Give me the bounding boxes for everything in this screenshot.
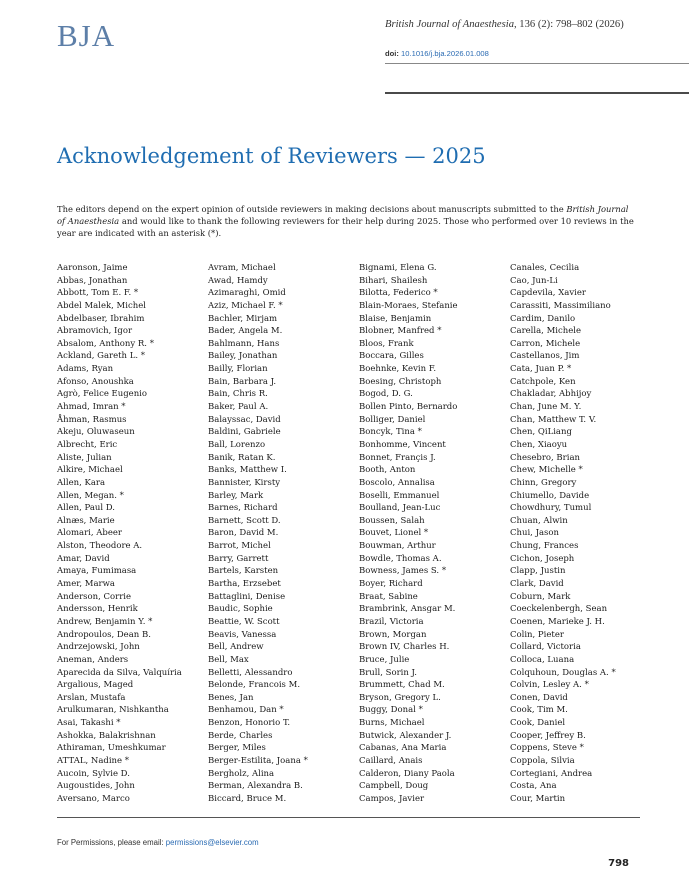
reviewer-name: Bowness, James S. * bbox=[359, 566, 447, 577]
reviewer-name: Benes, Jan bbox=[208, 692, 254, 703]
reviewer-name: Bouwman, Arthur bbox=[359, 541, 436, 552]
reviewer-name: Bain, Barbara J. bbox=[208, 376, 277, 387]
reviewer-name: Bloos, Frank bbox=[359, 338, 414, 349]
reviewer-name: Ball, Lorenzo bbox=[208, 439, 266, 450]
intro-text-end: and would like to thank the following reviewers for their help during 2025. Those who performed over 10 reviews in the year are indicated with an asterisk (*). bbox=[57, 216, 634, 238]
reviewer-name: Calderon, Diany Paola bbox=[359, 768, 455, 779]
reviewer-name: Clark, David bbox=[510, 579, 564, 590]
reviewer-name: Butwick, Alexander J. bbox=[359, 730, 452, 741]
reviewer-name: Bilotta, Federico * bbox=[359, 288, 438, 299]
reviewer-name: Amer, Marwa bbox=[57, 579, 115, 590]
header-thick-divider bbox=[385, 92, 689, 94]
reviewer-name: Bruce, Julie bbox=[359, 654, 410, 665]
reviewer-name: Banks, Matthew I. bbox=[208, 465, 287, 476]
reviewer-name: Boscolo, Annalisa bbox=[359, 477, 435, 488]
header-divider bbox=[385, 63, 689, 64]
reviewer-name: Allen, Megan. * bbox=[57, 490, 124, 501]
reviewer-name: Battaglini, Denise bbox=[208, 591, 286, 602]
reviewer-name: Colquhoun, Douglas A. * bbox=[510, 667, 616, 678]
reviewer-name: Albrecht, Eric bbox=[57, 439, 118, 450]
reviewer-name: Akeju, Oluwaseun bbox=[57, 427, 135, 438]
page-number: 798 bbox=[608, 858, 629, 869]
reviewer-name: Alnæs, Marie bbox=[57, 515, 115, 526]
reviewer-name: Catchpole, Ken bbox=[510, 376, 576, 387]
reviewer-name: Cortegiani, Andrea bbox=[510, 768, 593, 779]
reviewer-name: ATTAL, Nadine * bbox=[57, 755, 130, 766]
reviewer-name: Coeckelenbergh, Sean bbox=[510, 604, 608, 615]
reviewer-name: Asai, Takashi * bbox=[57, 718, 121, 729]
reviewer-column-3 bbox=[359, 262, 509, 806]
reviewer-name: Anderson, Corrie bbox=[57, 591, 132, 602]
reviewer-column-2 bbox=[208, 262, 358, 806]
reviewer-name: Chen, QiLiang bbox=[510, 427, 572, 438]
reviewer-name: Coppola, Silvia bbox=[510, 755, 575, 766]
permissions-text: For Permissions, please email: bbox=[57, 838, 166, 847]
reviewer-name: Colin, Pieter bbox=[510, 629, 564, 640]
reviewer-name: Chesebro, Brian bbox=[510, 452, 580, 463]
reviewer-name: Bailly, Florian bbox=[208, 364, 268, 375]
reviewer-name: Baker, Paul A. bbox=[208, 402, 269, 413]
reviewer-name: Berman, Alexandra B. bbox=[208, 781, 303, 792]
reviewer-name: Blaise, Benjamin bbox=[359, 313, 432, 324]
reviewer-name: Bryson, Gregory L. bbox=[359, 692, 441, 703]
reviewer-name: Conen, David bbox=[510, 692, 568, 703]
reviewer-name: Buggy, Donal * bbox=[359, 705, 423, 716]
reviewer-name: Chan, June M. Y. bbox=[510, 402, 582, 413]
permissions-email-link[interactable]: permissions@elsevier.com bbox=[165, 838, 259, 847]
reviewer-name: Bonnet, Françis J. bbox=[359, 452, 436, 463]
reviewer-name: Berde, Charles bbox=[208, 730, 273, 741]
reviewer-name: Cook, Daniel bbox=[510, 718, 566, 729]
reviewer-name: Andersson, Henrik bbox=[57, 604, 138, 615]
reviewer-name: Ackland, Gareth L. * bbox=[57, 351, 145, 362]
reviewer-name: Cao, Jun-Li bbox=[510, 275, 558, 286]
reviewer-name: Baron, David M. bbox=[208, 528, 279, 539]
reviewer-name: Bolliger, Daniel bbox=[359, 414, 426, 425]
reviewer-name: Ahmad, Imran * bbox=[57, 402, 126, 413]
reviewer-name: Chui, Jason bbox=[510, 528, 560, 539]
reviewer-name: Brambrink, Ansgar M. bbox=[359, 604, 456, 615]
reviewer-name: Baudic, Sophie bbox=[208, 604, 273, 615]
reviewer-name: Azimaraghi, Omid bbox=[208, 288, 286, 299]
reviewer-name: Brull, Sorin J. bbox=[359, 667, 417, 678]
reviewer-name: Abbott, Tom E. F. * bbox=[57, 288, 139, 299]
reviewer-name: Cooper, Jeffrey B. bbox=[510, 730, 586, 741]
reviewer-name: Cour, Martin bbox=[510, 793, 566, 804]
reviewer-name: Amaya, Fumimasa bbox=[57, 566, 137, 577]
reviewer-name: Boselli, Emmanuel bbox=[359, 490, 440, 501]
page-title: Acknowledgement of Reviewers — 2025 bbox=[57, 144, 486, 168]
reviewer-name: Collard, Victoria bbox=[510, 642, 581, 653]
doi-line bbox=[385, 49, 489, 58]
reviewer-name: Bader, Angela M. bbox=[208, 326, 283, 337]
reviewer-name: Benhamou, Dan * bbox=[208, 705, 284, 716]
permissions-note bbox=[57, 838, 259, 847]
reviewer-name: Bowdle, Thomas A. bbox=[359, 553, 442, 564]
reviewer-name: Berger, Miles bbox=[208, 743, 266, 754]
reviewer-name: Aucoin, Sylvie D. bbox=[57, 768, 130, 779]
reviewer-name: Bailey, Jonathan bbox=[208, 351, 278, 362]
reviewer-name: Bannister, Kirsty bbox=[208, 477, 281, 488]
citation-volume-pages: , 136 (2): 798–802 (2026) bbox=[514, 19, 624, 30]
reviewer-name: Bachler, Mirjam bbox=[208, 313, 278, 324]
reviewer-name: Braat, Sabine bbox=[359, 591, 418, 602]
reviewer-name: Andropoulos, Dean B. bbox=[57, 629, 151, 640]
reviewer-name: Abramovich, Igor bbox=[57, 326, 133, 337]
reviewer-name: Belonde, Francois M. bbox=[208, 680, 301, 691]
reviewer-name: Aneman, Anders bbox=[57, 654, 129, 665]
reviewer-name: Aziz, Michael F. * bbox=[208, 300, 283, 311]
reviewer-name: Awad, Hamdy bbox=[208, 275, 268, 286]
reviewer-name: Castellanos, Jim bbox=[510, 351, 580, 362]
reviewer-name: Agrò, Felice Eugenio bbox=[57, 389, 148, 400]
reviewer-name: Allen, Paul D. bbox=[57, 503, 115, 514]
reviewer-column-4 bbox=[510, 262, 660, 806]
reviewer-name: Chowdhury, Tumul bbox=[510, 503, 592, 514]
reviewer-name: Afonso, Anoushka bbox=[57, 376, 134, 387]
reviewer-name: Amar, David bbox=[57, 553, 110, 564]
reviewer-name: Banik, Ratan K. bbox=[208, 452, 276, 463]
reviewer-name: Brown IV, Charles H. bbox=[359, 642, 450, 653]
reviewer-name: Chinn, Gregory bbox=[510, 477, 577, 488]
reviewer-name: Bell, Max bbox=[208, 654, 249, 665]
reviewer-name: Bahlmann, Hans bbox=[208, 338, 280, 349]
reviewer-name: Cabanas, Ana Maria bbox=[359, 743, 447, 754]
reviewer-name: Beavis, Vanessa bbox=[208, 629, 277, 640]
reviewer-name: Bouvet, Lionel * bbox=[359, 528, 429, 539]
footer-divider bbox=[57, 817, 640, 818]
reviewer-name: Barnett, Scott D. bbox=[208, 515, 281, 526]
reviewer-name: Bonhomme, Vincent bbox=[359, 439, 446, 450]
reviewer-name: Abbas, Jonathan bbox=[57, 275, 128, 286]
reviewer-name: Bartels, Karsten bbox=[208, 566, 279, 577]
reviewer-name: Bergholz, Alina bbox=[208, 768, 275, 779]
reviewer-name: Barry, Garrett bbox=[208, 553, 269, 564]
reviewer-name: Abdelbaser, Ibrahim bbox=[57, 313, 145, 324]
intro-paragraph bbox=[57, 203, 639, 239]
reviewer-name: Clapp, Justin bbox=[510, 566, 566, 577]
reviewer-name: Cook, Tim M. bbox=[510, 705, 568, 716]
reviewer-name: Boccara, Gilles bbox=[359, 351, 424, 362]
journal-citation bbox=[385, 19, 624, 30]
reviewer-name: Burns, Michael bbox=[359, 718, 425, 729]
reviewer-name: Chuan, Alwin bbox=[510, 515, 568, 526]
reviewer-name: Alomari, Abeer bbox=[57, 528, 122, 539]
reviewer-name: Argalious, Maged bbox=[57, 680, 134, 691]
reviewer-name: Chen, Xiaoyu bbox=[510, 439, 568, 450]
reviewer-name: Brazil, Victoria bbox=[359, 616, 424, 627]
reviewer-name: Andrzejowski, John bbox=[57, 642, 140, 653]
reviewer-name: Bihari, Shailesh bbox=[359, 275, 428, 286]
reviewer-name: Balayssac, David bbox=[208, 414, 281, 425]
reviewer-name: Boesing, Christoph bbox=[359, 376, 442, 387]
reviewer-name: Cichon, Joseph bbox=[510, 553, 575, 564]
reviewer-name: Abdel Malek, Michel bbox=[57, 300, 146, 311]
journal-name: British Journal of Anaesthesia bbox=[385, 19, 514, 30]
reviewer-name: Campbell, Doug bbox=[359, 781, 429, 792]
reviewer-name: Cata, Juan P. * bbox=[510, 364, 572, 375]
reviewer-name: Bollen Pinto, Bernardo bbox=[359, 402, 458, 413]
reviewer-name: Ashokka, Balakrishnan bbox=[57, 730, 156, 741]
reviewer-name: Boncyk, Tina * bbox=[359, 427, 422, 438]
reviewer-name: Colloca, Luana bbox=[510, 654, 575, 665]
reviewer-name: Barnes, Richard bbox=[208, 503, 278, 514]
reviewer-name: Booth, Anton bbox=[359, 465, 416, 476]
reviewer-name: Belletti, Alessandro bbox=[208, 667, 293, 678]
reviewer-name: Chew, Michelle * bbox=[510, 465, 583, 476]
doi-link[interactable]: 10.1016/j.bja.2026.01.008 bbox=[401, 49, 489, 58]
reviewer-name: Avram, Michael bbox=[208, 263, 276, 273]
reviewer-name: Åhman, Rasmus bbox=[57, 414, 127, 425]
reviewer-name: Coburn, Mark bbox=[510, 591, 571, 602]
reviewer-name: Colvin, Lesley A. * bbox=[510, 680, 589, 691]
journal-logo: BJA bbox=[57, 18, 116, 53]
reviewer-name: Aliste, Julian bbox=[57, 452, 112, 463]
reviewer-name: Andrew, Benjamin Y. * bbox=[57, 616, 153, 627]
reviewer-name: Alston, Theodore A. bbox=[57, 541, 143, 552]
reviewer-name: Athiraman, Umeshkumar bbox=[57, 743, 166, 754]
reviewer-name: Allen, Kara bbox=[57, 477, 106, 488]
reviewer-name: Berger-Estilita, Joana * bbox=[208, 755, 308, 766]
reviewer-name: Blain-Moraes, Stefanie bbox=[359, 300, 458, 311]
reviewer-name: Barley, Mark bbox=[208, 490, 264, 501]
reviewer-name: Canales, Cecilia bbox=[510, 263, 580, 273]
reviewer-name: Chakladar, Abhijoy bbox=[510, 389, 592, 400]
reviewer-name: Coppens, Steve * bbox=[510, 743, 584, 754]
reviewer-name: Alkire, Michael bbox=[57, 465, 123, 476]
reviewer-name: Aversano, Marco bbox=[57, 793, 130, 804]
reviewer-name: Beattie, W. Scott bbox=[208, 616, 280, 627]
reviewer-name: Arslan, Mustafa bbox=[57, 692, 126, 703]
reviewer-name: Carassiti, Massimiliano bbox=[510, 300, 611, 311]
intro-text-start: The editors depend on the expert opinion of outside reviewers in making decisions about manuscripts submitted to the bbox=[57, 204, 567, 214]
reviewer-name: Carron, Michele bbox=[510, 338, 581, 349]
reviewer-name: Blobner, Manfred * bbox=[359, 326, 442, 337]
reviewer-name: Aaronson, Jaime bbox=[57, 263, 128, 273]
reviewer-name: Chiumello, Davide bbox=[510, 490, 590, 501]
reviewer-column-1 bbox=[57, 262, 207, 806]
reviewer-name: Augoustides, John bbox=[57, 781, 135, 792]
reviewer-name: Costa, Ana bbox=[510, 781, 557, 792]
intro-journal-name: British Journal of Anaesthesia bbox=[57, 204, 629, 226]
reviewer-name: Capdevila, Xavier bbox=[510, 288, 586, 299]
reviewer-name: Boussen, Salah bbox=[359, 515, 425, 526]
reviewer-name: Bogod, D. G. bbox=[359, 389, 413, 400]
reviewer-name: Arulkumaran, Nishkantha bbox=[57, 705, 169, 716]
reviewer-name: Campos, Javier bbox=[359, 793, 425, 804]
doi-label: doi: bbox=[385, 49, 399, 58]
reviewer-name: Bell, Andrew bbox=[208, 642, 264, 653]
reviewer-name: Caillard, Anais bbox=[359, 755, 423, 766]
reviewer-name: Carella, Michele bbox=[510, 326, 582, 337]
reviewer-name: Chan, Matthew T. V. bbox=[510, 414, 597, 425]
reviewer-name: Bignami, Elena G. bbox=[359, 263, 437, 273]
reviewer-name: Coenen, Marieke J. H. bbox=[510, 616, 605, 627]
reviewer-name: Baldini, Gabriele bbox=[208, 427, 281, 438]
reviewer-name: Aparecida da Silva, Valquíria bbox=[57, 667, 182, 678]
reviewer-name: Boyer, Richard bbox=[359, 579, 423, 590]
reviewer-name: Bartha, Erzsebet bbox=[208, 579, 281, 590]
reviewer-name: Bain, Chris R. bbox=[208, 389, 268, 400]
reviewer-name: Biccard, Bruce M. bbox=[208, 793, 287, 804]
reviewer-name: Absalom, Anthony R. * bbox=[57, 338, 154, 349]
reviewer-name: Boehnke, Kevin F. bbox=[359, 364, 437, 375]
reviewer-name: Brummett, Chad M. bbox=[359, 680, 445, 691]
reviewer-name: Boulland, Jean-Luc bbox=[359, 503, 441, 514]
reviewer-name: Brown, Morgan bbox=[359, 629, 427, 640]
reviewer-name: Barrot, Michel bbox=[208, 541, 271, 552]
reviewer-name: Benzon, Honorio T. bbox=[208, 718, 291, 729]
reviewer-name: Cardim, Danilo bbox=[510, 313, 576, 324]
reviewer-name: Adams, Ryan bbox=[57, 364, 114, 375]
reviewer-name: Chung, Frances bbox=[510, 541, 579, 552]
